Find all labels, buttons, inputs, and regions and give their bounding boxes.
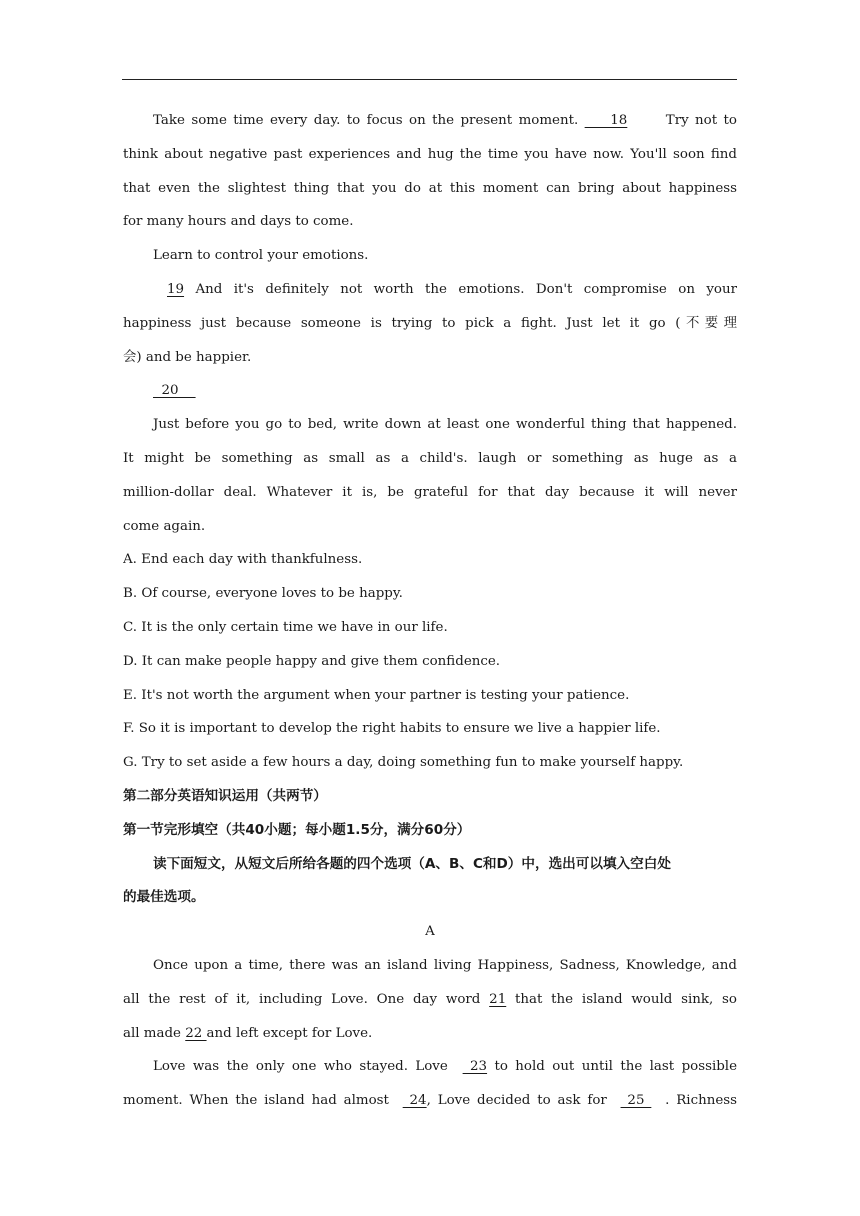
- p1-line2: think about negative past experiences and hug the time you have now. You'll soon find: [123, 146, 737, 162]
- blank-23: 23: [462, 1059, 488, 1075]
- blank-21: 21: [489, 991, 507, 1007]
- header-rule: [122, 79, 737, 80]
- p2-line2: happiness just because someone is trying to pick a fight. Just let it go (不要理: [123, 315, 737, 331]
- blank-20: 20: [153, 383, 196, 399]
- passage-label: A: [425, 924, 435, 940]
- p2-line3: 会) and be happier.: [123, 349, 252, 365]
- option-d: D. It can make people happy and give them confidence.: [123, 653, 501, 669]
- p3-line4: come again.: [123, 518, 206, 534]
- blank-18: 18: [584, 113, 628, 128]
- heading-emotions: Learn to control your emotions.: [153, 248, 369, 264]
- p3-line1: Just before you go to bed, write down at least one wonderful thing that happened.: [153, 417, 737, 433]
- option-e: E. It's not worth the argument when your partner is testing your patience.: [123, 687, 630, 703]
- p1-line4: for many hours and days to come.: [123, 214, 354, 230]
- cloze-line2: all the rest of it, including Love. One day word 21 that the island would sink, so: [123, 991, 737, 1007]
- blank-22: 22: [185, 1025, 207, 1041]
- instruction-line2: 的最佳选项。: [123, 889, 205, 906]
- blank-19: 19: [167, 281, 185, 297]
- part2-title: 第二部分英语知识运用（共两节）: [123, 787, 327, 804]
- p2-line1: 19 And it's definitely not worth the emotions. Don't compromise on your: [167, 281, 737, 297]
- option-c: C. It is the only certain time we have in our life.: [123, 619, 448, 635]
- instruction-line1: 读下面短文，从短文后所给各题的四个选项（A、B、C和D）中，选出可以填入空白处: [153, 855, 671, 872]
- p3-line3: million-dollar deal. Whatever it is, be grateful for that day because it will never: [123, 484, 737, 500]
- p1-line3: that even the slightest thing that you do at this moment can bring about happiness: [123, 180, 737, 196]
- section1-title: 第一节完形填空（共40小题；每小题1.5分，满分60分）: [123, 821, 471, 838]
- option-g: G. Try to set aside a few hours a day, doing something fun to make yourself happy.: [123, 755, 684, 771]
- cloze-line3: all made 22 and left except for Love.: [123, 1025, 373, 1041]
- blank-20-line: [123, 374, 737, 408]
- option-b: B. Of course, everyone loves to be happy.: [123, 586, 403, 602]
- page-content: [123, 104, 737, 1118]
- blank-24: 24: [402, 1093, 427, 1109]
- option-a: A. End each day with thankfulness.: [123, 552, 363, 568]
- option-f: F. So it is important to develop the right habits to ensure we live a happier life.: [123, 721, 661, 737]
- cloze-line1: Once upon a time, there was an island living Happiness, Sadness, Knowledge, and: [153, 957, 737, 973]
- cloze-line5: moment. When the island had almost 24, Love decided to ask for 25 . Richness: [123, 1093, 737, 1109]
- blank-25: 25: [620, 1093, 652, 1109]
- p1-line1: Take some time every day. to focus on the present moment. 18 Try not to: [153, 113, 737, 128]
- cloze-line4: Love was the only one who stayed. Love 23 to hold out until the last possible: [153, 1059, 737, 1075]
- p3-line2: It might be something as small as a child's. laugh or something as huge as a: [123, 450, 737, 466]
